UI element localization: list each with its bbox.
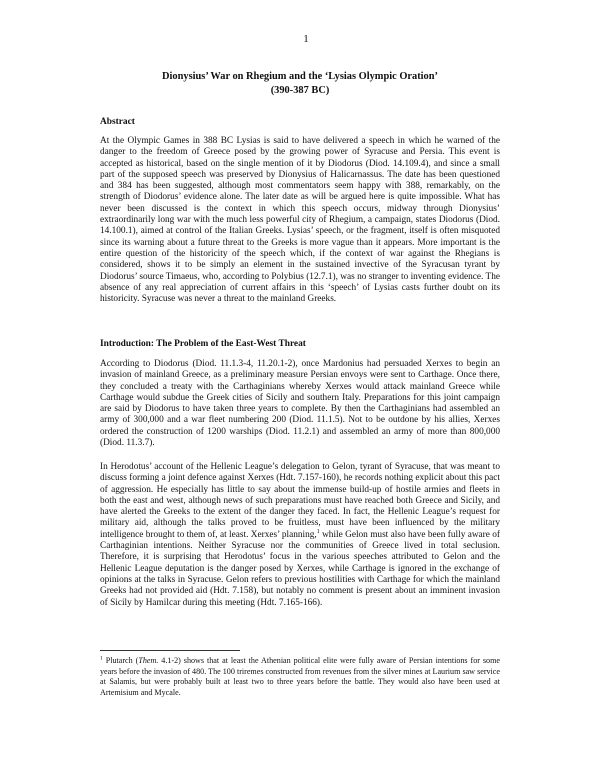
introduction-heading: Introduction: The Problem of the East-West Threat [100,339,306,349]
footnote-marker: 1 [100,655,103,662]
paper-title [100,70,500,98]
abstract-heading: Abstract [100,117,135,127]
footnote-1: $^1$ Plutarch (Them. 4.1-2) shows that at least the Athenian political elite were fully aware of Persian intentions for some years before the invasion of 480. The 100 triremes constructed from revenues from the silver mines at Laurium saw service at Salamis, but were probably built at least two to three years before the battle. They would also have been used at Artemisium and Mycale. [100,655,500,697]
title-line-2: (390-387 BC) [270,85,330,96]
intro-paragraph-1: According to Diodorus (Diod. 11.1.3-4, 11.20.1-2), once Mardonius had persuaded Xerxes to begin an invasion of mainland Greece, as a preliminary measure Persian envoys were sent to Carthage. Once there, they concluded a treaty with the Carthaginians whereby Xerxes would attack mainland Greece while Carthage would subdue the Greek cities of Sicily and southern Italy. Preparations for this joint campaign are said by Diodorus to have taken three years to complete. By then the Carthaginians had assembled an army of 300,000 and a war fleet numbering 200 (Diod. 11.1.5). Not to be outdone by his allies, Xerxes ordered the construction of 1200 warships (Diod. 11.2.1) and assembled an army of more than 800,000 (Diod. 11.3.7). [100,359,500,449]
abstract-paragraph: At the Olympic Games in 388 BC Lysias is said to have delivered a speech in which he warned of the danger to the freedom of Greece posed by the growing power of Syracuse and Persia. This event is accepted as historical, based on the single mention of it by Diodorus (Diod. 14.109.4), and since a small part of the supposed speech was preserved by Dionysius of Halicarnassus. The date has been questioned and 384 has been suggested, although most commentators seem happy with 388, remarkably, on the strength of Diodorus’ evidence alone. The later date as will be argued here is quite impossible. What has never been discussed is the context in which this speech occurs, midway through Dionysius’ extraordinarily long war with the much less powerful city of Rhegium, a campaign, states Diodorus (Diod. 14.100.1), aimed at control of the Italian Greeks. Lysias’ speech, or the fragment, itself is often misquoted since its warning about a future threat to the Greeks is more vague than it appears. More important is the entire question of the historicity of the speech which, if the context of war against the Rhegians is considered, shows it to be simply an element in the sustained invective of the Syracusan tyrant by Diodorus’ source Timaeus, who, according to Polybius (12.7.1), was no stranger to inventing evidence. The absence of any real appreciation of current affairs in this ‘speech’ of Lysias casts further doubt on its historicity. Syracuse was never a threat to the mainland Greeks. [100,136,500,305]
title-line-1: Dionysius’ War on Rhegium and the ‘Lysias Olympic Oration’ [162,71,438,82]
intro-paragraph-2: In Herodotus’ account of the Hellenic League’s delegation to Gelon, tyrant of Syracuse, that was meant to discuss forming a joint defence against Xerxes (Hdt. 7.157-160), he records nothing explicit about this pact of aggression. He especially has little to say about the immense build-up of hostile armies and fleets in both the east and west, although news of such preparations must have reached both Greece and Sicily, and have alerted the Greeks to the extent of the danger they faced. In fact, the Hellenic League’s request for military aid, although the talks proved to be fruitless, must have been influenced by the military intelligence brought to them of, at least. Xerxes’ planning,$^1$ while Gelon must also have been fully aware of Carthaginian intentions. Neither Syracuse nor the communities of Greece lived in total seclusion. Therefore, it is surprising that Herodotus’ focus in the various speeches attributed to Gelon and the Hellenic League deputation is the danger posed by Xerxes, while Carthage is ignored in the exchange of opinions at the talks in Syracuse. Gelon refers to previous hostilities with Carthage for which the mainland Greeks had not provided aid (Hdt. 7.158), but notably no comment is present about an imminent invasion of Sicily by Hamilcar during this meeting (Hdt. 7.165-166). [100,462,500,608]
page-number: 1 [303,33,309,45]
footnote-reference[interactable]: 1 [316,528,320,535]
footnote-work-title: Them. [138,656,159,665]
footnote-divider [100,650,240,651]
